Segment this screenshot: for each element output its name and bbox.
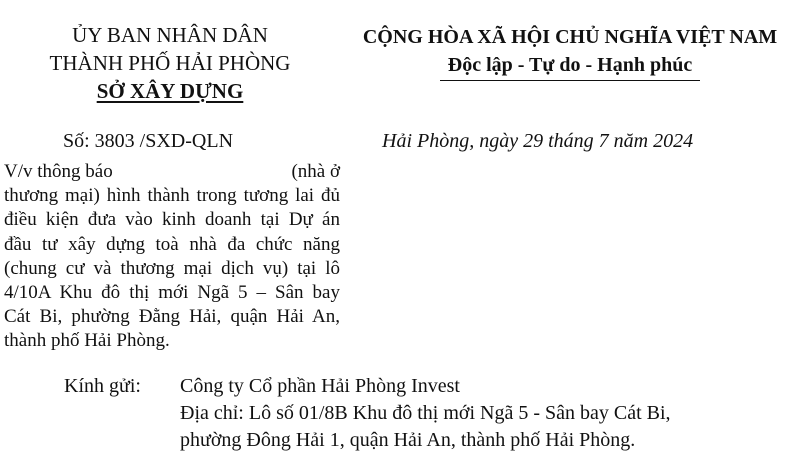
issuer-department-text: SỞ XÂY DỰNG xyxy=(96,79,244,103)
subject-line: 4/10A Khu đô thị mới Ngã 5 – Sân bay xyxy=(4,282,340,304)
subject-line: thành phố Hải Phòng. xyxy=(4,330,170,352)
subject-line: đầu tư xây dựng toà nhà đa chức năng xyxy=(4,233,340,255)
issuer-authority: ỦY BAN NHÂN DÂN xyxy=(72,23,268,47)
subject-prefix: V/v thông báo xyxy=(4,161,113,182)
issuer-city: THÀNH PHỐ HẢI PHÒNG xyxy=(49,51,291,75)
subject-line: Cát Bi, phường Đằng Hải, quận Hải An, xyxy=(4,306,340,328)
motto-underline xyxy=(440,80,700,81)
national-title: CỘNG HÒA XÃ HỘI CHỦ NGHĨA VIỆT NAM xyxy=(362,26,778,48)
subject-suffix: (nhà ở xyxy=(291,161,340,182)
issuer-department xyxy=(20,78,320,104)
document-date: Hải Phòng, ngày 29 tháng 7 năm 2024 xyxy=(382,130,694,152)
recipient-address-line-1: Địa chỉ: Lô số 01/8B Khu đô thị mới Ngã 5 - Sân bay Cát Bi, xyxy=(180,402,671,424)
recipient-label: Kính gửi: xyxy=(64,375,141,397)
subject-line-1 xyxy=(4,160,340,184)
recipient-address-line-2: phường Đông Hải 1, quận Hải An, thành phố Hải Phòng. xyxy=(180,429,636,451)
subject-line: điều kiện đưa vào kinh doanh tại Dự án xyxy=(4,209,340,231)
subject-line: (chung cư và thương mại dịch vụ) tại lô xyxy=(4,257,340,279)
national-motto: Độc lập - Tự do - Hạnh phúc xyxy=(447,54,693,76)
document-number: Số: 3803 /SXD-QLN xyxy=(63,130,234,152)
subject-block xyxy=(4,160,340,354)
recipient-name: Công ty Cổ phần Hải Phòng Invest xyxy=(180,375,460,397)
subject-line: thương mại) hình thành trong tương lai đủ xyxy=(4,185,340,207)
